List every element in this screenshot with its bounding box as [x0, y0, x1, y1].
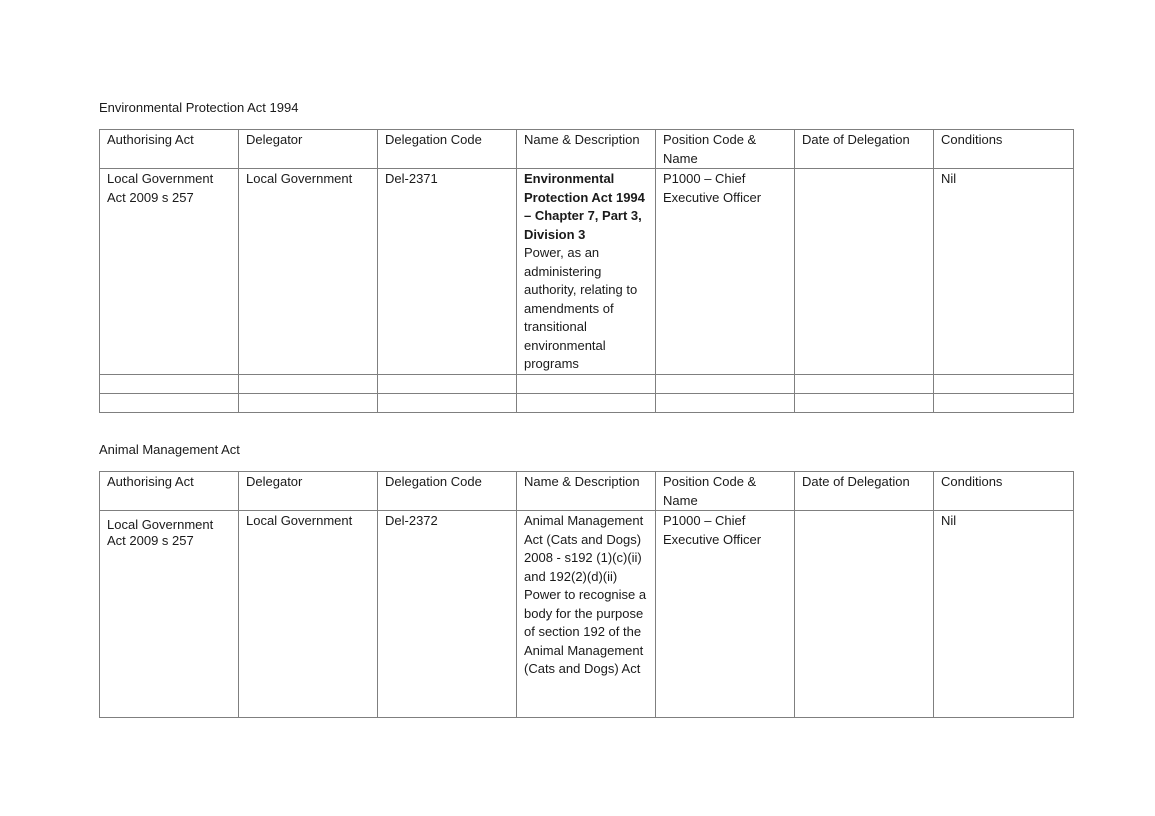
- authorising-act-cell: Local Government Act 2009 s 257: [100, 511, 239, 718]
- table-row: [100, 511, 1074, 718]
- description-title: Environmental Protection Act 1994 – Chapter 7, Part 3, Division 3: [524, 171, 645, 242]
- delegation-code-cell: Del-2372: [378, 511, 517, 718]
- section-title: Animal Management Act: [99, 442, 240, 457]
- name-description-cell: [517, 511, 656, 718]
- conditions-cell: Nil: [934, 169, 1074, 375]
- header-row: [100, 130, 1074, 169]
- header-row: [100, 472, 1074, 511]
- authorising-act-cell: Local Government Act 2009 s 257: [100, 169, 239, 375]
- empty-cell: [934, 393, 1074, 412]
- empty-cell: [795, 374, 934, 393]
- header-date: Date of Delegation: [795, 472, 934, 511]
- header-conditions: Conditions: [934, 472, 1074, 511]
- empty-cell: [517, 374, 656, 393]
- header-date: Date of Delegation: [795, 130, 934, 169]
- delegation-table: [99, 471, 1074, 718]
- empty-cell: [239, 393, 378, 412]
- header-name-description: Name & Description: [517, 472, 656, 511]
- header-delegation-code: Delegation Code: [378, 472, 517, 511]
- empty-cell: [795, 393, 934, 412]
- header-delegator: Delegator: [239, 130, 378, 169]
- description-body: Power, as an administering authority, relating to amendments of transitional environmental programs: [524, 245, 638, 371]
- header-authorising-act: Authorising Act: [100, 472, 239, 511]
- empty-row: [100, 393, 1074, 412]
- position-cell: P1000 – Chief Executive Officer: [656, 511, 795, 718]
- header-authorising-act: Authorising Act: [100, 130, 239, 169]
- empty-cell: [656, 393, 795, 412]
- delegator-cell: Local Government: [239, 169, 378, 375]
- delegation-table: [99, 129, 1074, 413]
- header-name-description: Name & Description: [517, 130, 656, 169]
- empty-row: [100, 374, 1074, 393]
- position-cell: P1000 – Chief Executive Officer: [656, 169, 795, 375]
- header-delegation-code: Delegation Code: [378, 130, 517, 169]
- empty-cell: [378, 374, 517, 393]
- section-title: Environmental Protection Act 1994: [99, 100, 299, 115]
- empty-cell: [656, 374, 795, 393]
- delegation-code-cell: Del-2371: [378, 169, 517, 375]
- header-position: Position Code & Name: [656, 130, 795, 169]
- date-cell: [795, 169, 934, 375]
- delegator-cell: Local Government: [239, 511, 378, 718]
- empty-cell: [934, 374, 1074, 393]
- empty-cell: [100, 374, 239, 393]
- empty-cell: [378, 393, 517, 412]
- description-title: Animal Management Act (Cats and Dogs) 2008 - s192 (1)(c)(ii) and 192(2)(d)(ii): [524, 513, 644, 584]
- conditions-cell: Nil: [934, 511, 1074, 718]
- header-delegator: Delegator: [239, 472, 378, 511]
- empty-cell: [100, 393, 239, 412]
- header-position: Position Code & Name: [656, 472, 795, 511]
- date-cell: [795, 511, 934, 718]
- name-description-cell: [517, 169, 656, 375]
- table-row: [100, 169, 1074, 375]
- empty-cell: [239, 374, 378, 393]
- description-body: Power to recognise a body for the purpose of section 192 of the Animal Management (Cats and Dogs) Act: [524, 587, 647, 676]
- empty-cell: [517, 393, 656, 412]
- header-conditions: Conditions: [934, 130, 1074, 169]
